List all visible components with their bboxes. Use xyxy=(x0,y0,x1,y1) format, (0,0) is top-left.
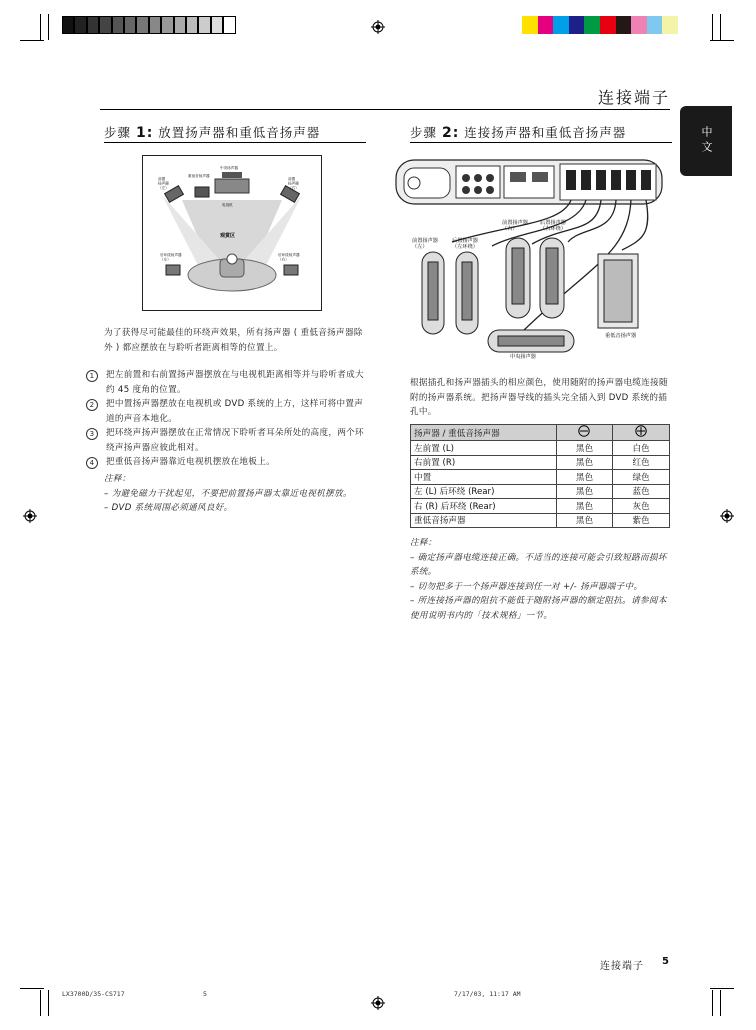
note-title: 注释： xyxy=(410,538,437,548)
table-row xyxy=(411,513,670,528)
label-center: 中央扬声器 xyxy=(510,354,536,360)
registration-mark-icon xyxy=(720,509,734,523)
gray-swatch xyxy=(99,16,111,34)
label-front-left: 前置扬声器（左） xyxy=(412,238,438,251)
step-number: 3 xyxy=(86,428,98,440)
step1-title: 步骤 1: 放置扬声器和重低音扬声器 xyxy=(104,125,321,141)
label-rear-left: 后环绕扬声器（左） xyxy=(160,253,182,262)
registration-mark-icon xyxy=(371,20,385,34)
file-page: 5 xyxy=(203,990,207,998)
speaker-color-table xyxy=(410,424,670,528)
gray-swatch xyxy=(124,16,136,34)
crop-mark xyxy=(710,40,734,41)
table-cell: 绿色 xyxy=(613,470,670,485)
table-cell: 中置 xyxy=(411,470,557,485)
gray-swatch xyxy=(174,16,186,34)
speaker-placement-diagram xyxy=(142,155,322,311)
table-row xyxy=(411,455,670,470)
color-swatch xyxy=(569,16,585,34)
note-item: – DVD 系统周围必须通风良好。 xyxy=(104,503,233,513)
table-header: 扬声器 / 重低音扬声器 xyxy=(411,425,557,441)
table-row xyxy=(411,470,670,485)
note-item: – 所连接扬声器的阻抗不能低于随附扬声器的额定阻抗。请参阅本使用说明书内的「技术规格」一节。 xyxy=(410,596,667,621)
label-rear-right: 后环绕扬声器（右） xyxy=(278,253,300,262)
page-heading: 连接端子 xyxy=(598,88,671,107)
table-cell: 紫色 xyxy=(613,513,670,528)
note-item: – 切勿把多于一个扬声器连接到任一对 +/- 扬声器端子中。 xyxy=(410,581,643,592)
color-swatch xyxy=(538,16,554,34)
step2-notes xyxy=(410,536,674,623)
crop-mark xyxy=(48,990,49,1016)
table-cell: 黑色 xyxy=(556,441,613,456)
step1-title-rule xyxy=(104,142,366,143)
gray-swatch xyxy=(149,16,161,34)
table-cell: 右 (R) 后环绕 (Rear) xyxy=(411,499,557,514)
table-cell: 黑色 xyxy=(556,484,613,499)
step2-intro: 根据插孔和扬声器插头的相应颜色，使用随附的扬声器电缆连接随附的扬声器系统。把扬声器导线的插头完全插入到 DVD 系统的插孔中。 xyxy=(410,378,668,417)
footer-page-number: 5 xyxy=(662,956,669,967)
step1-list xyxy=(86,368,370,470)
registration-mark-icon xyxy=(23,509,37,523)
table-cell: 右前置 (R) xyxy=(411,455,557,470)
gray-swatch xyxy=(62,16,74,34)
gray-swatch xyxy=(186,16,198,34)
color-swatch xyxy=(647,16,663,34)
table-cell: 左前置 (L) xyxy=(411,441,557,456)
table-row xyxy=(411,484,670,499)
table-cell: 黑色 xyxy=(556,455,613,470)
step-number: 4 xyxy=(86,457,98,469)
color-swatch xyxy=(522,16,538,34)
label-center: 中央扬声器 xyxy=(220,166,238,170)
step1-notes xyxy=(104,472,370,516)
label-front-right: 前置扬声器（右） xyxy=(288,177,299,190)
color-swatch xyxy=(631,16,647,34)
gray-swatch xyxy=(223,16,235,34)
gray-swatch xyxy=(87,16,99,34)
label-subwoofer: 重低音扬声器 xyxy=(605,333,637,339)
crop-mark xyxy=(48,14,49,40)
registration-mark-icon xyxy=(371,996,385,1010)
table-cell: 黑色 xyxy=(556,499,613,514)
gray-swatch xyxy=(112,16,124,34)
crop-mark xyxy=(720,990,721,1016)
label-tv: 电视机 xyxy=(222,203,233,207)
label-front-right: 前置扬声器（右） xyxy=(502,220,528,233)
list-item: 4 把重低音扬声器靠近电视机摆放在地板上。 xyxy=(86,455,370,470)
plus-icon xyxy=(634,425,648,437)
table-cell: 红色 xyxy=(613,455,670,470)
note-item: – 确定扬声器电缆连接正确。不适当的连接可能会引致短路而损坏系统。 xyxy=(410,552,667,577)
step2-title-rule xyxy=(410,142,672,143)
label-rear-right: 后置扬声器（右环绕） xyxy=(540,220,566,233)
table-cell: 黑色 xyxy=(556,513,613,528)
table-row xyxy=(411,499,670,514)
list-item: 1 把左前置和右前置扬声器摆放在与电视机距离相等并与聆听者成大约 45 度角的位置。 xyxy=(86,368,370,397)
note-item: – 为避免磁力干扰起见，不要把前置扬声器太靠近电视机摆放。 xyxy=(104,488,352,499)
front-left-speaker xyxy=(422,252,444,334)
color-swatch xyxy=(600,16,616,34)
crop-mark xyxy=(20,988,44,989)
table-cell: 黑色 xyxy=(556,470,613,485)
crop-mark xyxy=(40,990,41,1016)
label-subwoofer: 重低音扬声器 xyxy=(188,174,210,178)
file-timestamp: 7/17/03, 11:17 AM xyxy=(454,990,521,998)
gray-swatch xyxy=(211,16,223,34)
language-tab[interactable]: 中文 xyxy=(680,106,732,176)
label-viewing-area: 观赏区 xyxy=(220,233,236,239)
color-swatch xyxy=(553,16,569,34)
crop-mark xyxy=(20,40,44,41)
step2-title: 步骤 2: 连接扬声器和重低音扬声器 xyxy=(410,125,627,141)
plus-terminal-header xyxy=(613,425,670,441)
label-front-left: 前置扬声器（左） xyxy=(158,177,169,190)
table-cell: 重低音扬声器 xyxy=(411,513,557,528)
crop-mark xyxy=(712,14,713,40)
footer-section: 连接端子 xyxy=(600,961,644,972)
table-cell: 白色 xyxy=(613,441,670,456)
list-item: 3 把环绕声扬声器摆放在正常情况下聆听者耳朵所处的高度，两个环绕声扬声器应彼此相对。 xyxy=(86,426,370,455)
file-name: LX3700D/35-CS717 xyxy=(62,990,125,998)
color-swatch xyxy=(584,16,600,34)
crop-mark xyxy=(720,14,721,40)
table-cell: 左 (L) 后环绕 (Rear) xyxy=(411,484,557,499)
crop-mark xyxy=(40,14,41,40)
gray-swatch xyxy=(198,16,210,34)
step-number: 2 xyxy=(86,399,98,411)
table-row xyxy=(411,441,670,456)
table-cell: 蓝色 xyxy=(613,484,670,499)
gray-swatch xyxy=(161,16,173,34)
minus-terminal-header xyxy=(556,425,613,441)
step1-intro: 为了获得尽可能最佳的环绕声效果，所有扬声器 ( 重低音扬声器除外 ) 都应摆放在与聆听者距离相等的位置上。 xyxy=(104,328,363,353)
speaker-connection-diagram xyxy=(392,154,668,364)
crop-mark xyxy=(710,988,734,989)
step-number: 1 xyxy=(86,370,98,382)
crop-mark xyxy=(712,990,713,1016)
table-cell: 灰色 xyxy=(613,499,670,514)
color-swatch xyxy=(662,16,678,34)
gray-swatch xyxy=(74,16,86,34)
heading-rule xyxy=(100,109,670,110)
label-rear-left: 后置扬声器（左环绕） xyxy=(452,238,478,251)
color-swatch xyxy=(616,16,632,34)
list-item: 2 把中置扬声器摆放在电视机或 DVD 系统的上方，这样可将中置声道的声音本地化。 xyxy=(86,397,370,426)
minus-icon xyxy=(577,425,591,437)
note-title: 注释： xyxy=(104,474,131,484)
gray-swatch xyxy=(136,16,148,34)
